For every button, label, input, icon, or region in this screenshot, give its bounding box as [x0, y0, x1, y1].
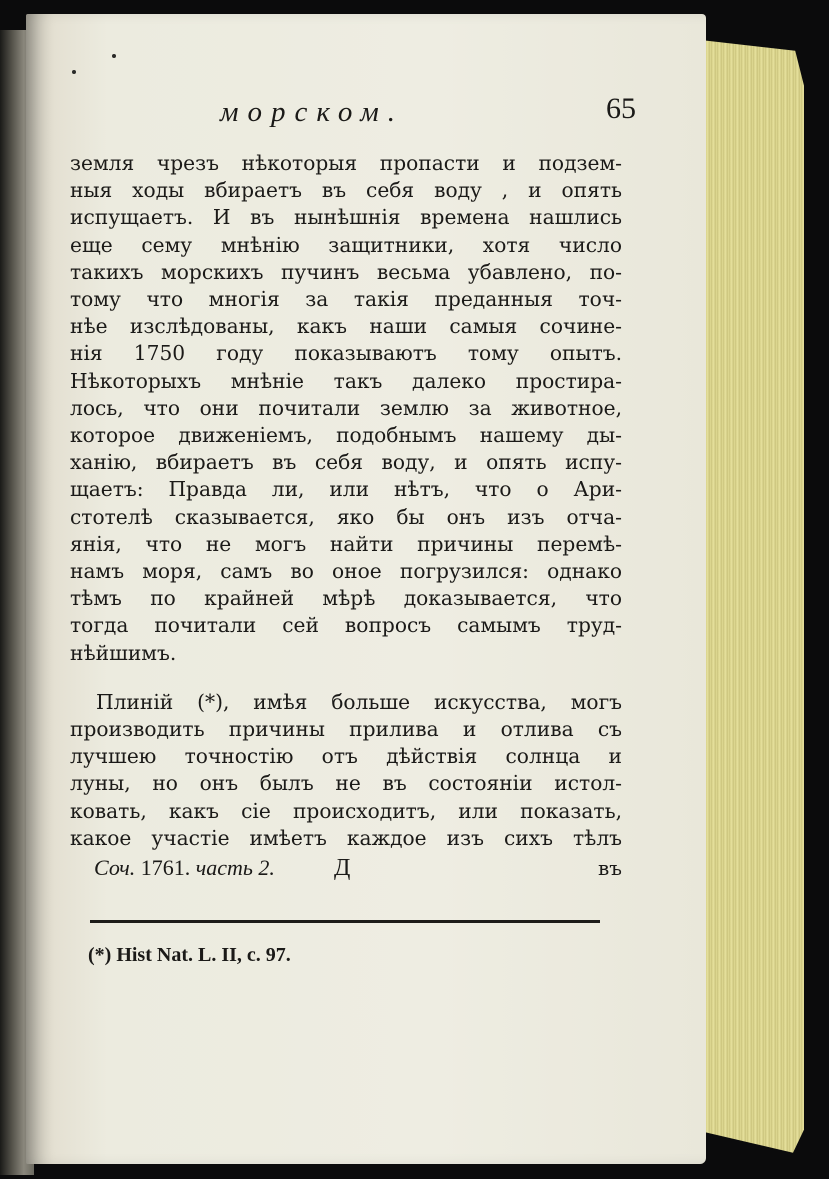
text-line: ковать, какъ сіе происходитъ, или показать,	[70, 798, 622, 823]
text-line: луны, но онъ былъ не въ состояніи истол-	[70, 771, 622, 796]
text-line: намъ моря, самъ во оное погрузился: однако	[70, 559, 622, 584]
footnote: (*) Hist Nat. L. II, c. 97.	[88, 944, 291, 966]
text-line: земля чрезъ нѣкоторыя пропасти и подзем-	[70, 151, 622, 175]
speck	[72, 70, 76, 74]
text-line: ханію, вбираетъ въ себя воду, и опять испу-	[70, 450, 622, 475]
text-line: янія, что не могъ найти причины перемѣ-	[70, 531, 622, 556]
text-line: еще сему мнѣнію защитники, хотя число	[70, 232, 622, 257]
catchword: въ	[598, 856, 622, 881]
text-line: нѣйшимъ.	[70, 640, 177, 665]
text-line: лучшею точностію отъ дѣйствія солнца и	[70, 744, 622, 769]
page-block-edges	[694, 16, 804, 1176]
book-page	[26, 14, 706, 1164]
text-line: тогда почитали сей вопросъ самымъ труд-	[70, 613, 622, 638]
paragraph-1	[70, 150, 622, 667]
text-line: лось, что они почитали землю за животное,	[70, 395, 622, 420]
running-header	[70, 92, 636, 142]
text-line: ныя ходы вбираетъ въ себя воду , и опять	[70, 178, 622, 203]
text-line: нѣе изслѣдованы, какъ наши самыя сочине-	[70, 314, 622, 339]
text-line: тому что многія за такія преданныя точ-	[70, 287, 622, 312]
signature-abbrev: Соч.	[94, 855, 136, 881]
text-line: Плиній (*), имѣя больше искусства, могъ	[96, 689, 622, 714]
text-line: такихъ морскихъ пучинъ весьма убавлено, по-	[70, 259, 622, 284]
signature-part: часть 2.	[195, 855, 275, 881]
text-line: Нѣкоторыхъ мнѣніе такъ далеко простира-	[70, 368, 622, 393]
signature-year: 1761.	[140, 855, 191, 881]
page-number: 65	[606, 92, 636, 125]
text-line: которое движеніемъ, подобнымъ нашему ды-	[70, 423, 622, 448]
text-line: тѣмъ по крайней мѣрѣ доказывается, что	[70, 586, 622, 611]
paragraph-gap	[70, 667, 622, 689]
text-line: нія 1750 году показываютъ тому опытъ.	[70, 341, 622, 366]
text-line: стотелѣ сказывается, яко бы онъ изъ отча-	[70, 504, 622, 529]
page-content	[70, 92, 636, 884]
footnote-rule	[90, 920, 600, 923]
signature-mark: Д	[334, 855, 351, 882]
running-title: морском.	[220, 96, 404, 128]
speck	[112, 54, 116, 58]
signature-line	[70, 852, 622, 884]
paragraph-2	[70, 689, 622, 852]
signature-label	[94, 852, 334, 884]
text-line: какое участіе имѣетъ каждое изъ сихъ тѣлъ	[70, 825, 622, 850]
text-line: испущаетъ. И въ нынѣшнія времена нашлись	[70, 205, 622, 230]
body-text	[70, 150, 622, 884]
text-line: щаетъ: Правда ли, или нѣтъ, что о Ари-	[70, 477, 622, 502]
text-line: производить причины прилива и отлива съ	[70, 717, 622, 742]
